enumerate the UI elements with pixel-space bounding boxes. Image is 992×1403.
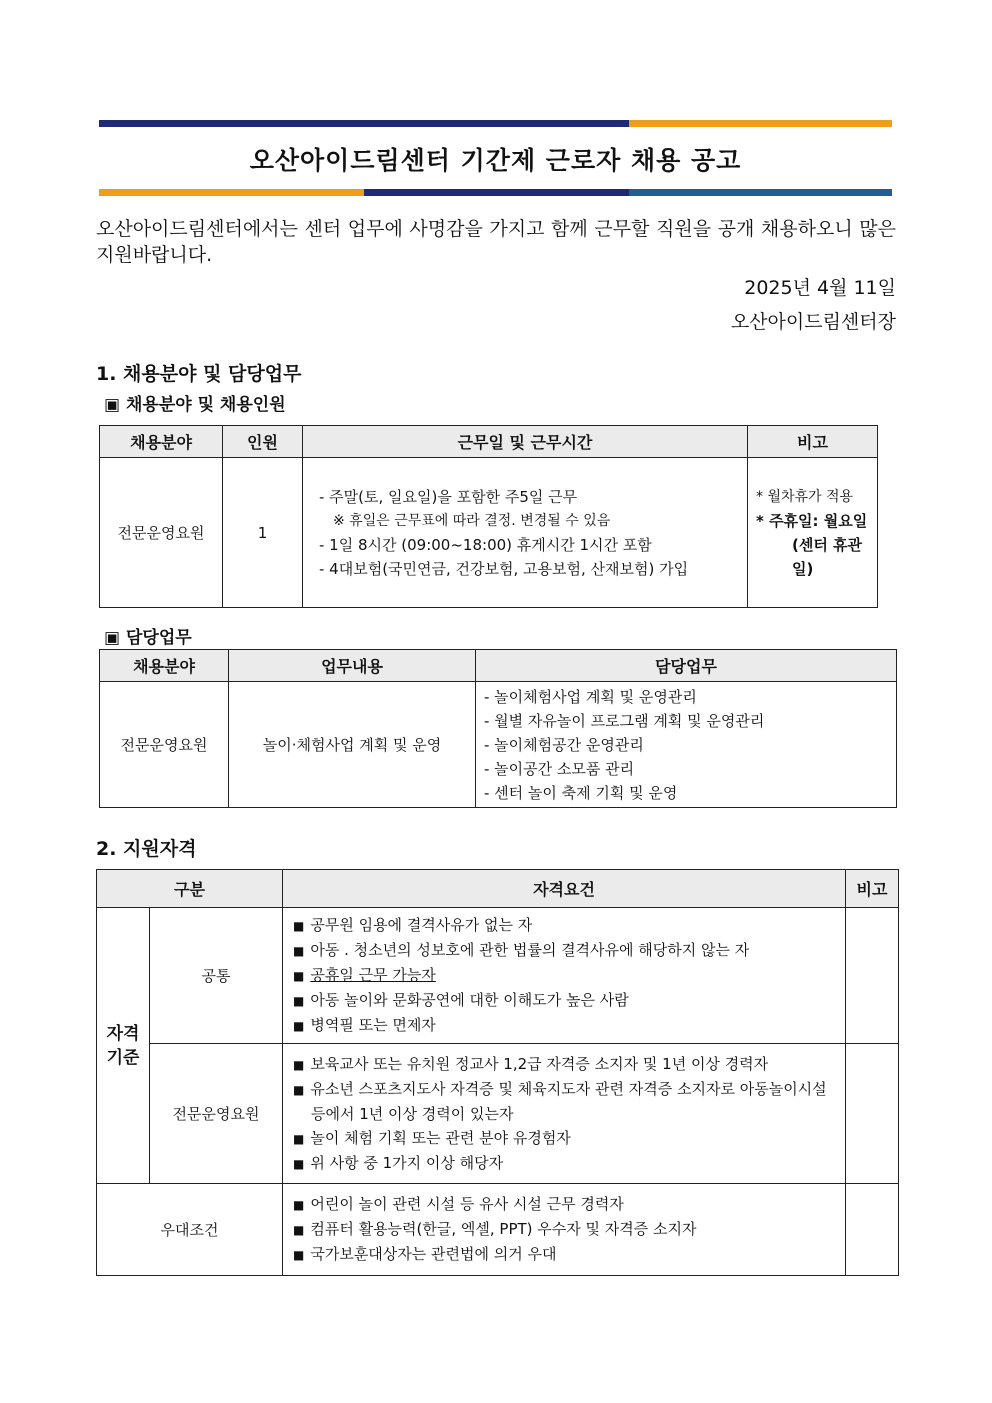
field-cell: 전문운영요원 bbox=[100, 682, 229, 808]
specialist-item: ■ 보육교사 또는 유치원 정교사 1,2급 자격증 소지자 및 1년 이상 경력자 bbox=[293, 1054, 769, 1073]
section1-sub2: ▣ 담당업무 bbox=[104, 628, 192, 648]
common-item: ■ 아동 놀이와 문화공연에 대한 이해도가 높은 사람 bbox=[293, 991, 629, 1009]
duties-table bbox=[99, 649, 897, 808]
specialist-item: ■ 유소년 스포츠지도사 자격증 및 체육지도자 관련 자격증 소지자로 아동놀이시설 등에서 1년 이상 경력이 있는자 bbox=[293, 1079, 827, 1123]
common-label: 공통 bbox=[150, 908, 283, 1044]
header-field: 채용분야 bbox=[100, 650, 229, 682]
common-items-cell bbox=[283, 908, 846, 1044]
specialist-item: ■ 위 사항 중 1가지 이상 해당자 bbox=[293, 1153, 504, 1172]
note-line: (센터 휴관일) bbox=[792, 535, 863, 578]
preference-item: ■ 컴퓨터 활용능력(한글, 엑셀, PPT) 우수자 및 자격증 소지자 bbox=[293, 1220, 697, 1238]
note-line: * 주휴일: 월요일 bbox=[756, 511, 868, 530]
common-item: ■ 공무원 임용에 결격사유가 없는 자 bbox=[293, 916, 533, 934]
recruitment-table bbox=[99, 425, 878, 608]
page-title: 오산아이드림센터 기간제 근로자 채용 공고 bbox=[249, 146, 742, 175]
hours-line: - 4대보험(국민연금, 건강보험, 고용보험, 산재보험) 가입 bbox=[319, 559, 689, 578]
square-bullet-icon: ■ bbox=[293, 1156, 305, 1171]
square-bullet-icon: ■ bbox=[293, 1057, 305, 1072]
header-requirements: 자격요건 bbox=[283, 870, 846, 908]
preference-notes-cell bbox=[846, 1184, 899, 1276]
specialist-label: 전문운영요원 bbox=[150, 1044, 283, 1184]
square-bullet-icon: ■ bbox=[293, 969, 305, 983]
intro-text: 오산아이드림센터에서는 센터 업무에 사명감을 가지고 함께 근무할 직원을 공개 채용하오니 많은 지원바랍니다. bbox=[96, 218, 896, 266]
qualification-group-label: 자격기준 bbox=[97, 908, 150, 1184]
announcement-date: 2025년 4월 11일 bbox=[744, 277, 896, 299]
duty-item: - 센터 놀이 축제 기획 및 운영 bbox=[484, 783, 678, 802]
content-cell: 놀이·체험사업 계획 및 운영 bbox=[229, 682, 476, 808]
header-count: 인원 bbox=[223, 426, 303, 458]
common-item: ■ 아동 . 청소년의 성보호에 관한 법률의 결격사유에 해당하지 않는 자 bbox=[293, 941, 750, 959]
note-line: * 월차휴가 적용 bbox=[756, 488, 854, 505]
header-notes: 비고 bbox=[748, 426, 878, 458]
section1-heading: 1. 채용분야 및 담당업무 bbox=[96, 363, 302, 385]
duty-item: - 월별 자유놀이 프로그램 계획 및 운영관리 bbox=[484, 711, 765, 730]
preference-items-cell bbox=[283, 1184, 846, 1276]
square-bullet-icon: ■ bbox=[293, 1223, 305, 1237]
header-content: 업무내용 bbox=[229, 650, 476, 682]
duties-cell bbox=[476, 682, 897, 808]
hours-cell bbox=[303, 458, 748, 608]
qualifications-table bbox=[96, 869, 899, 1276]
square-bullet-icon: ■ bbox=[293, 1198, 305, 1212]
preference-item: ■ 국가보훈대상자는 관련법에 의거 우대 bbox=[293, 1245, 557, 1263]
square-bullet-icon: ■ bbox=[293, 919, 305, 933]
notes-cell bbox=[748, 458, 878, 608]
bottom-color-bar bbox=[99, 189, 892, 196]
header-field: 채용분야 bbox=[100, 426, 223, 458]
square-bullet-icon: ■ bbox=[293, 1019, 305, 1033]
square-bullet-icon: ■ bbox=[293, 994, 305, 1008]
issuer: 오산아이드림센터장 bbox=[730, 311, 896, 333]
square-bullet-icon: ■ bbox=[293, 944, 305, 958]
duty-item: - 놀이공간 소모품 관리 bbox=[484, 759, 635, 778]
header-notes: 비고 bbox=[846, 870, 899, 908]
preference-item: ■ 어린이 놀이 관련 시설 등 유사 시설 근무 경력자 bbox=[293, 1195, 624, 1213]
duty-item: - 놀이체험사업 계획 및 운영관리 bbox=[484, 687, 697, 706]
specialist-item: ■ 놀이 체험 기획 또는 관련 분야 유경험자 bbox=[293, 1128, 571, 1147]
common-notes-cell bbox=[846, 908, 899, 1044]
field-cell: 전문운영요원 bbox=[100, 458, 223, 608]
preference-label: 우대조건 bbox=[97, 1184, 283, 1276]
section1-sub1: ▣ 채용분야 및 채용인원 bbox=[104, 395, 286, 415]
duty-item: - 놀이체험공간 운영관리 bbox=[484, 735, 644, 754]
header-category: 구분 bbox=[97, 870, 283, 908]
square-bullet-icon: ■ bbox=[293, 1131, 305, 1146]
header-duties: 담당업무 bbox=[476, 650, 897, 682]
hours-note: ※ 휴일은 근무표에 따라 결정. 변경될 수 있음 bbox=[333, 512, 611, 529]
section2-heading: 2. 지원자격 bbox=[96, 838, 197, 860]
square-bullet-icon: ■ bbox=[293, 1082, 305, 1097]
square-bullet-icon: ■ bbox=[293, 1248, 305, 1262]
header-hours: 근무일 및 근무시간 bbox=[303, 426, 748, 458]
common-item: ■ 병역필 또는 면제자 bbox=[293, 1016, 436, 1034]
common-item: ■ 공휴일 근무 가능자 bbox=[293, 966, 436, 984]
specialist-notes-cell bbox=[846, 1044, 899, 1184]
specialist-items-cell bbox=[283, 1044, 846, 1184]
top-color-bar bbox=[99, 120, 892, 127]
count-cell: 1 bbox=[223, 458, 303, 608]
hours-line: - 주말(토, 일요일)을 포함한 주5일 근무 bbox=[319, 487, 578, 506]
hours-line: - 1일 8시간 (09:00~18:00) 휴게시간 1시간 포함 bbox=[319, 535, 652, 554]
